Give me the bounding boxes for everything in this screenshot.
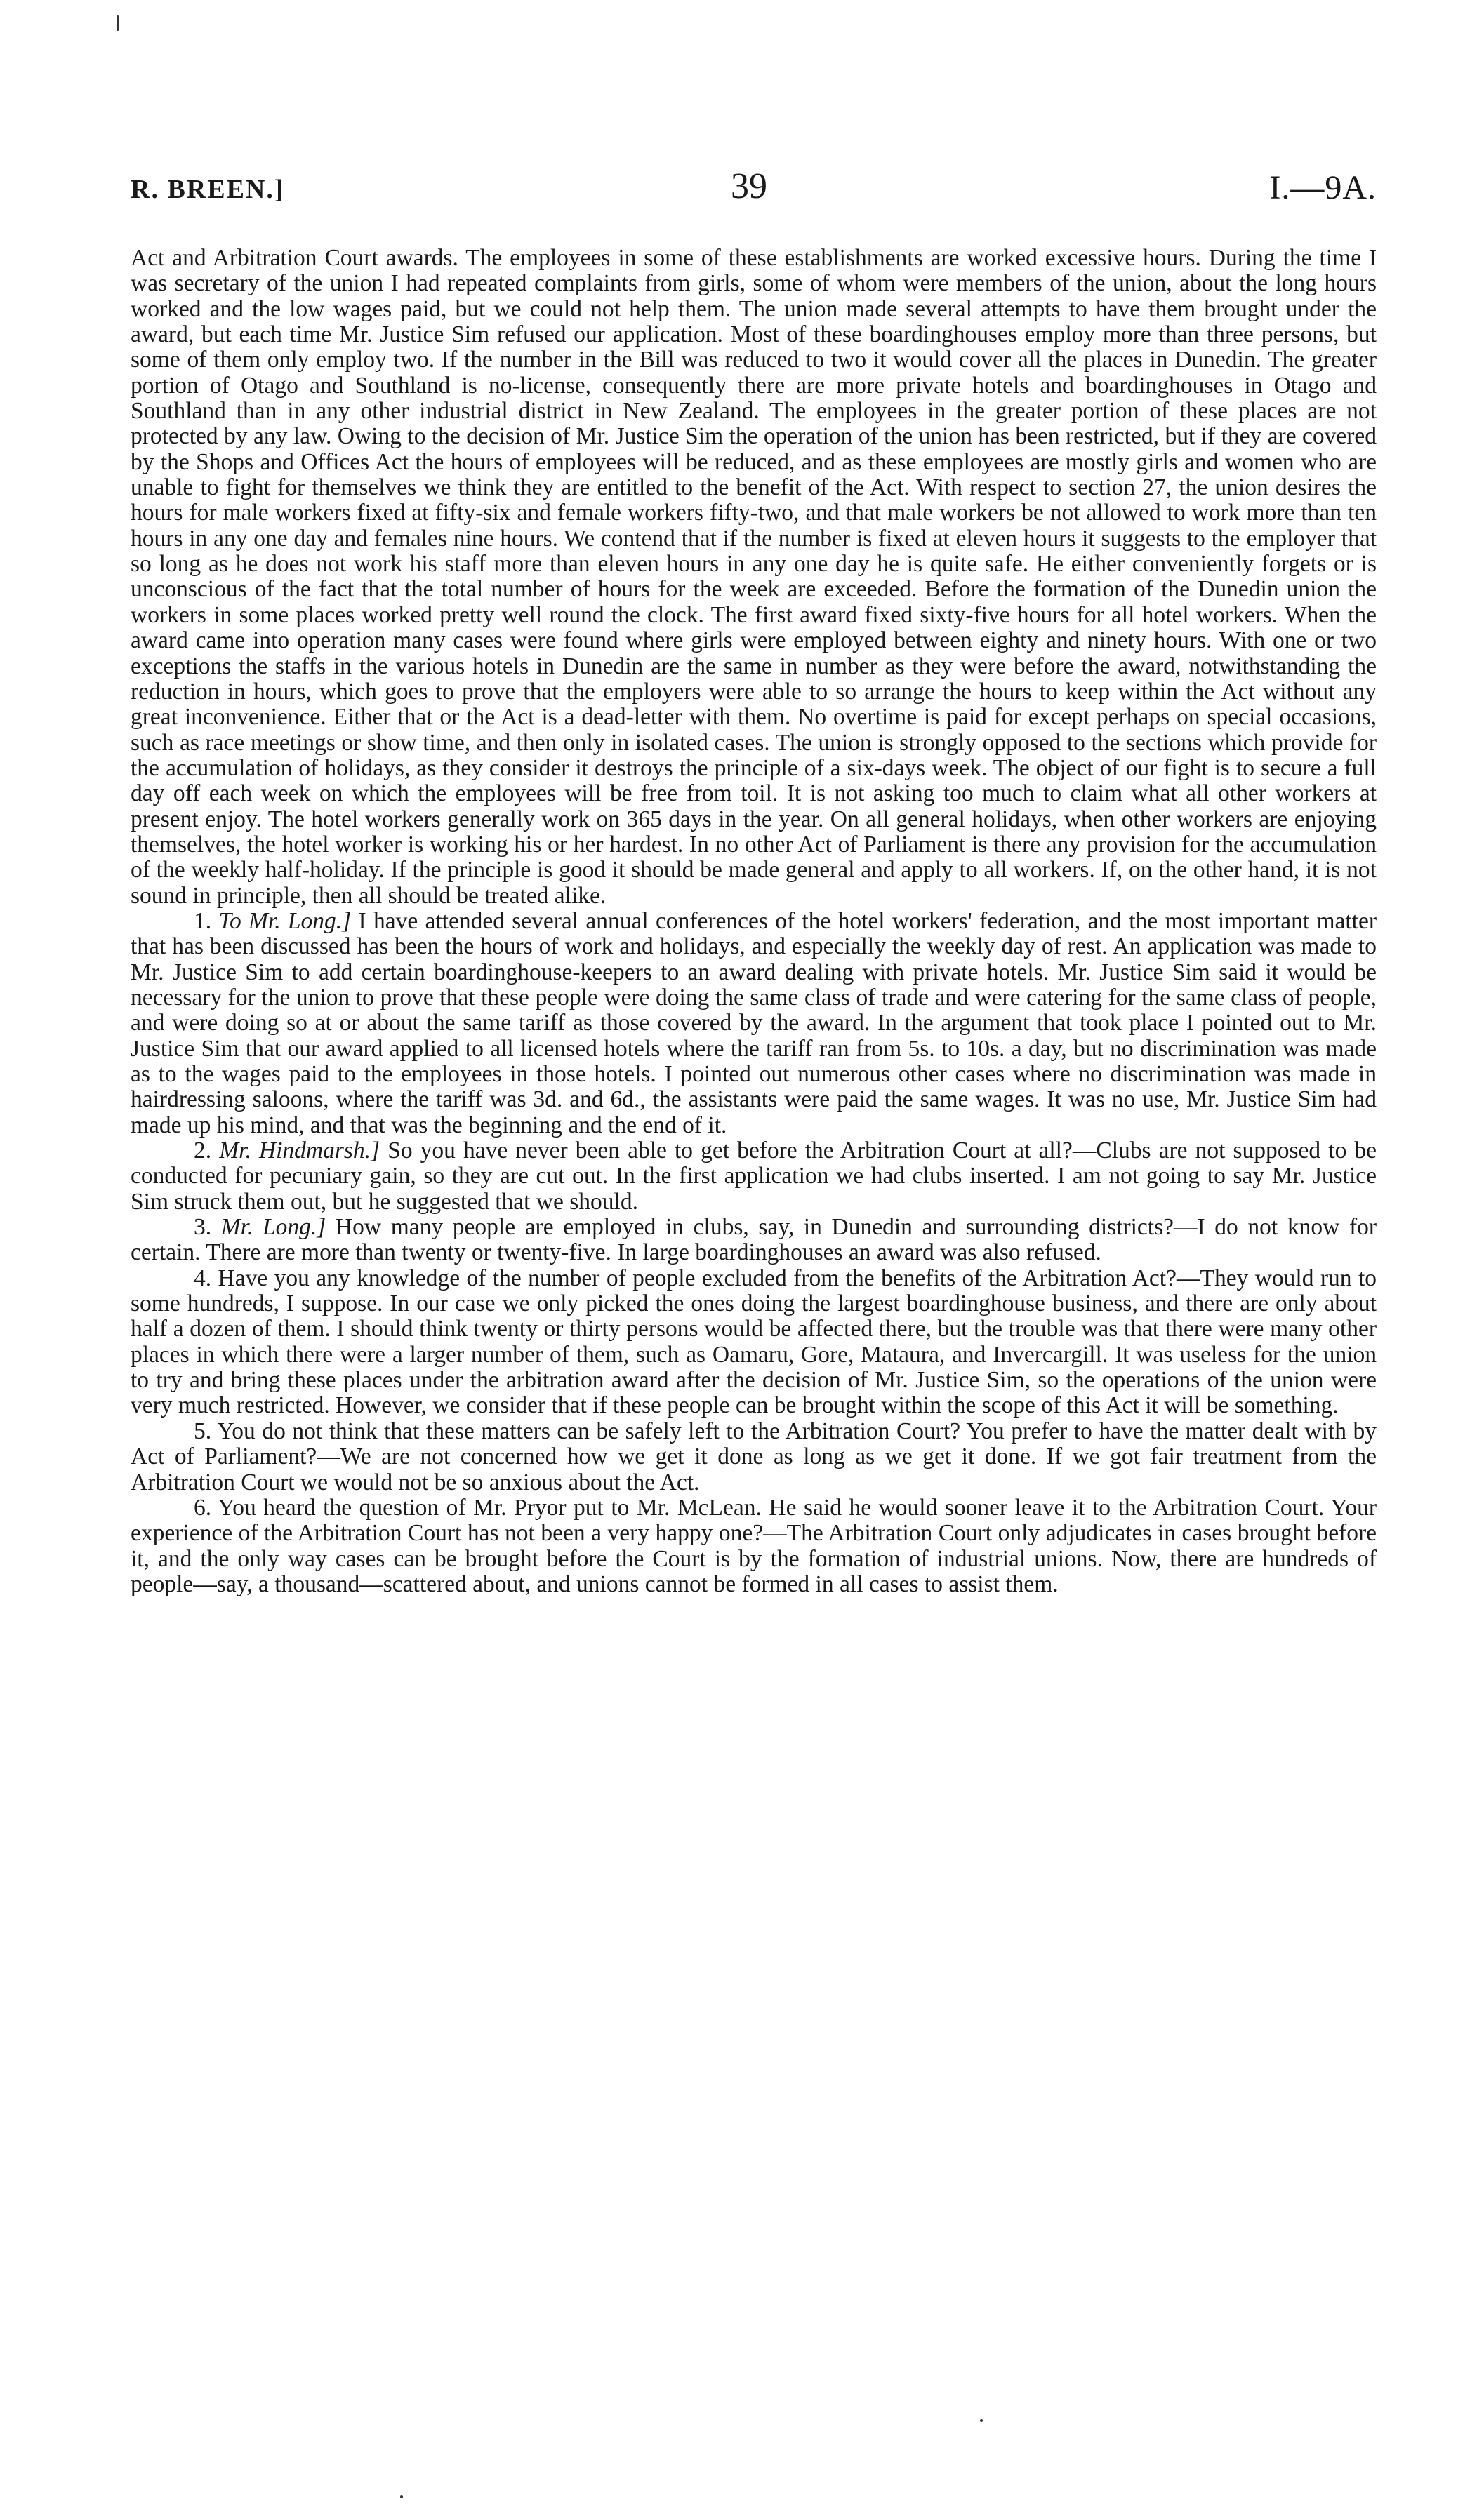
- question-1: [131, 909, 1377, 1138]
- scan-speck: [400, 2495, 403, 2498]
- scan-speck: [980, 2419, 983, 2422]
- page-header: [131, 166, 1377, 215]
- header-witness-name: R. BREEN.]: [131, 175, 285, 204]
- question-text: You heard the question of Mr. Pryor put to Mr. McLean. He said he would sooner leave it to the Arbitration Court. Your experience of the Arbitration Court has not been a very happy one?—The Arbitration Court only adjudicates in cases brought before it, and the only way cases can be brought before the Court is by the formation of industrial unions. Now, there are hundreds of people—say, a thousand—scattered about, and unions cannot be formed in all cases to assist them.: [131, 1494, 1377, 1597]
- question-number: 6.: [194, 1494, 212, 1521]
- paragraph-text: Act and Arbitration Court awards. The employees in some of these establishments are worked excessive hours. During the time I was secretary of the union I had repeated complaints from girls, some of whom were members of the union, about the long hours worked and the low wages paid, but we could not help them. The union made several attempts to have them brought under the award, but each time Mr. Justice Sim refused our application. Most of these boardinghouses employ more than three persons, but some of them only employ two. If the number in the Bill was reduced to two it would cover all the places in Dunedin. The greater portion of Otago and Southland is no-license, consequently there are more private hotels and boardinghouses in Otago and Southland than in any other industrial district in New Zealand. The employees in the greater portion of these places are not protected by any law. Owing to the decision of Mr. Justice Sim the operation of the union has been restricted, but if they are covered by the Shops and Offices Act the hours of employees will be reduced, and as these employees are mostly girls and women who are unable to fight for themselves we think they are entitled to the benefit of the Act. With respect to section 27, the union desires the hours for male workers fixed at fifty-six and female workers fifty-two, and that male workers be not allowed to work more than ten hours in any one day and females nine hours. We contend that if the number is fixed at eleven hours it suggests to the employer that so long as he does not work his staff more than eleven hours in any one day he is quite safe. He either conveniently forgets or is unconscious of the fact that the total number of hours for the week are exceeded. Before the formation of the Dunedin union the workers in some places worked pretty well round the clock. The first award fixed sixty-five hours for all hotel workers. When the award came into operation many cases were found where girls were employed between eighty and ninety hours. With one or two exceptions the staffs in the various hotels in Dunedin are the same in number as they were before the award, notwithstanding the reduction in hours, which goes to prove that the employers were able to so arrange the hours to keep within the Act without any great inconvenience. Either that or the Act is a dead-letter with them. No overtime is paid for except perhaps on special occasions, such as race meetings or show time, and then only in isolated cases. The union is strongly opposed to the sections which provide for the accumulation of holidays, as they consider it destroys the principle of a six-days week. The object of our fight is to secure a full day off each week on which the employees will be free from toil. It is not asking too much to claim what all other workers at present enjoy. The hotel workers generally work on 365 days in the year. On all general holidays, when other workers are enjoying themselves, the hotel worker is working his or her hardest. In no other Act of Parliament is there any provision for the accumulation of the weekly half-holiday. If the principle is good it should be made general and apply to all workers. If, on the other hand, it is not sound in principle, then all should be treated alike.: [131, 245, 1377, 909]
- questioner: To Mr. Long.]: [218, 907, 352, 934]
- question-5: [131, 1419, 1377, 1495]
- question-number: 1.: [194, 907, 212, 934]
- questioner: Mr. Hindmarsh.]: [219, 1138, 380, 1164]
- question-text: So you have never been able to get before the Arbitration Court at all?—Clubs are not supposed to be conducted for pecuniary gain, so they are cut out. In the first application we had clubs inserted. I am not going to say Mr. Justice Sim struck them out, but he suggested that we should.: [131, 1138, 1377, 1215]
- questioner: Mr. Long.]: [220, 1214, 326, 1241]
- question-number: 5.: [194, 1418, 212, 1444]
- question-number: 3.: [194, 1214, 212, 1241]
- question-text: How many people are employed in clubs, say, in Dunedin and surrounding districts?—I do not know for certain. There are more than twenty or twenty-five. In large boardinghouses an award was also refused.: [131, 1214, 1377, 1266]
- continued-paragraph: [131, 246, 1377, 909]
- question-number: 2.: [194, 1138, 212, 1164]
- question-number: 4.: [194, 1265, 212, 1291]
- question-text: I have attended several annual conferences of the hotel workers' federation, and the most important matter that has been discussed has been the hours of work and holidays, and especially the weekly day of rest. An application was made to Mr. Justice Sim to add certain boardinghouse-keepers to an award dealing with private hotels. Mr. Justice Sim said it would be necessary for the union to prove that these people were doing the same class of trade and were catering for the same class of people, and were doing so at or about the same tariff as those covered by the award. In the argument that took place I pointed out to Mr. Justice Sim that our award applied to all licensed hotels where the tariff ran from 5s. to 10s. a day, but no discrimination was made as to the wages paid to the employees in those hotels. I pointed out numerous other cases where no discrimination was made in hairdressing saloons, where the tariff was 3d. and 6d., the assistants were paid the same wages. It was no use, Mr. Justice Sim had made up his mind, and that was the beginning and the end of it.: [131, 907, 1377, 1138]
- scan-speck: [117, 15, 119, 31]
- question-3: [131, 1215, 1377, 1266]
- document-reference: I.—9A.: [1269, 169, 1377, 206]
- question-4: [131, 1266, 1377, 1419]
- question-text: You do not think that these matters can be safely left to the Arbitration Court? You prefer to have the matter dealt with by Act of Parliament?—We are not concerned how we get it done as long as we get it done. If we got fair treatment from the Arbitration Court we would not be so anxious about the Act.: [131, 1418, 1377, 1495]
- testimony-body: [131, 246, 1377, 1597]
- page-number: 39: [731, 166, 767, 206]
- question-2: [131, 1138, 1377, 1215]
- question-text: Have you any knowledge of the number of people excluded from the benefits of the Arbitration Act?—They would run to some hundreds, I suppose. In our case we only picked the ones doing the largest boardinghouse business, and there are only about half a dozen of them. I should think twenty or thirty persons would be affected there, but the trouble was that there were many other places in which there were a larger number of them, such as Oamaru, Gore, Mataura, and Invercargill. It was useless for the union to try and bring these places under the arbitration award after the decision of Mr. Justice Sim, so the operations of the union were very much restricted. However, we consider that if these people can be brought within the scope of this Act it will be something.: [131, 1265, 1377, 1419]
- question-6: [131, 1495, 1377, 1597]
